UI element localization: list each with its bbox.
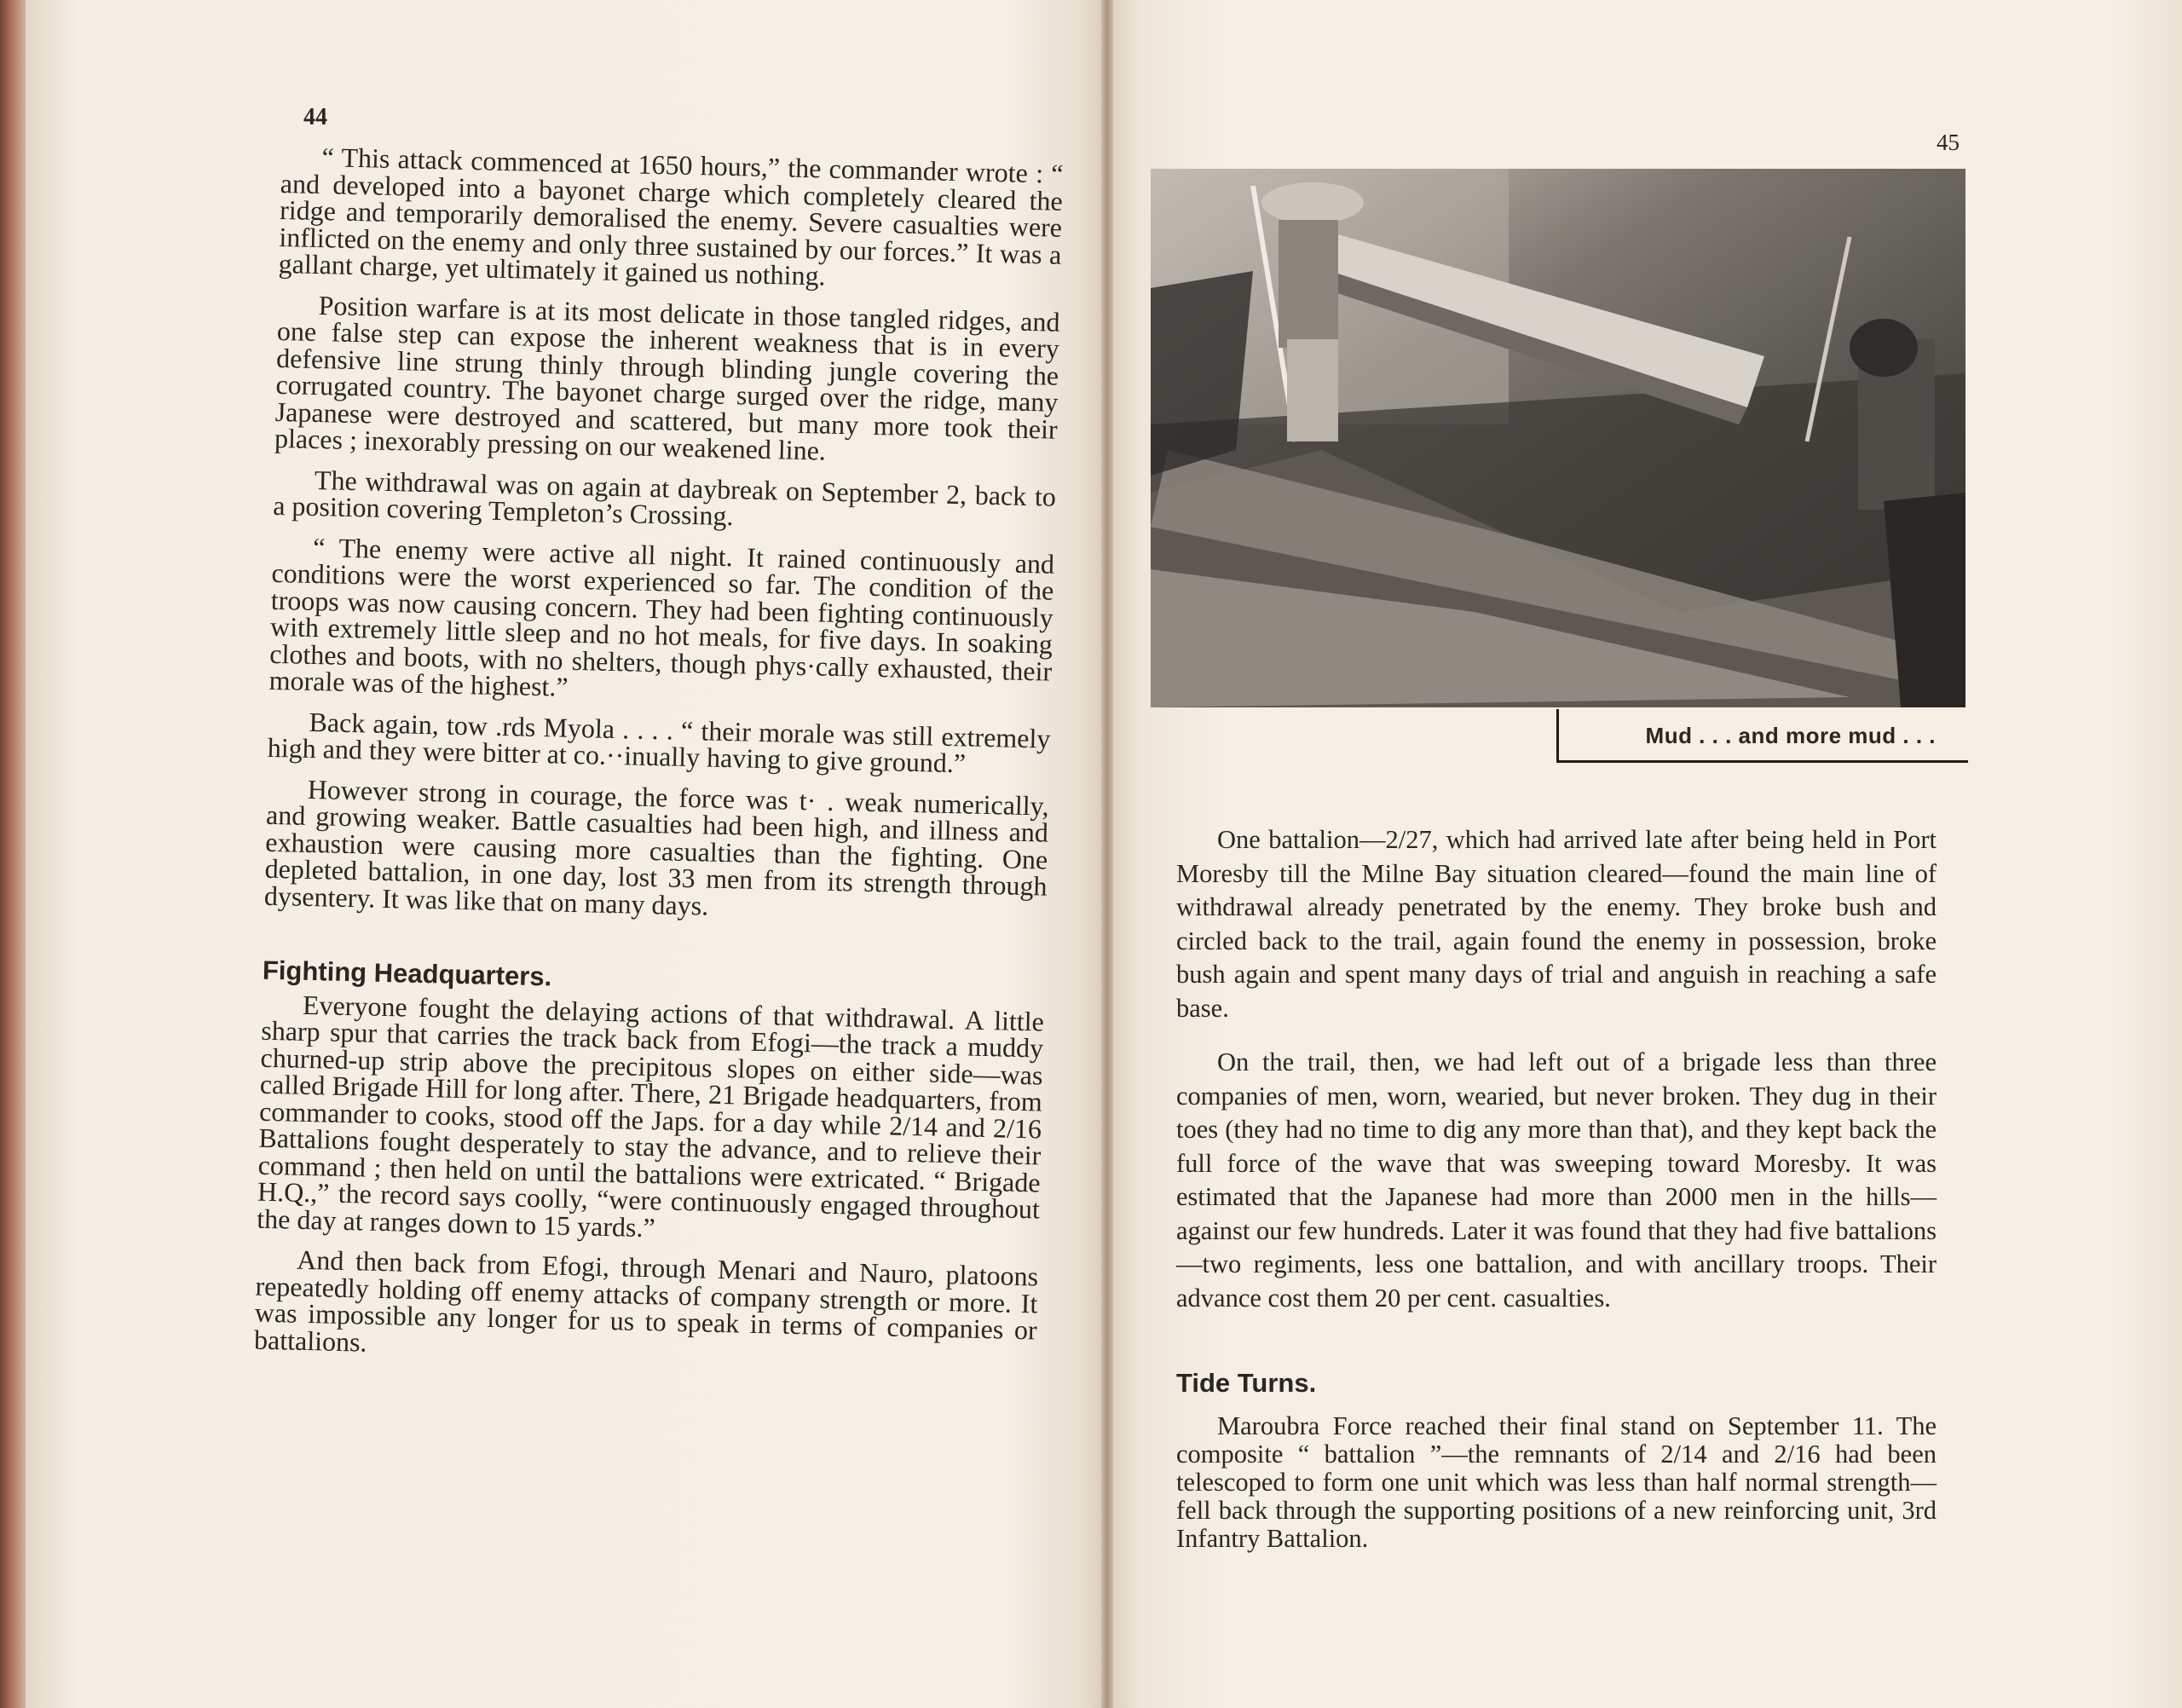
- left-page-number: 44: [303, 104, 327, 130]
- section-heading-tide-turns: Tide Turns.: [1176, 1368, 1317, 1398]
- photo-caption-frame: [1556, 709, 1968, 763]
- right-paragraph-2: On the trail, then, we had left out of a brigade less than three companies of men, worn, wearied, but never broken. They dug in their toes (they had no time to dig any more than that), and they kept back the full force of the wave that was sweeping toward Moresby. It was estimated that the Japanese had more than 2000 men in the hills—against our few hundreds. Later it was found that they had five battalions—two regiments, less one battalion, and with ancillary troops. Their advance cost them 20 per cent. casualties.: [1176, 1047, 1937, 1313]
- right-paragraph-1: One battalion—2/27, which had arrived late after being held in Port Moresby till the Milne Bay situation cleared—found the main line of withdrawal already penetrated by the enemy. They broke bush and circled back to the trail, again found the enemy in possession, broke bush again and spent many days of trial and anguish in reaching a safe base.: [1176, 825, 1937, 1023]
- right-paragraph-3: Maroubra Force reached their final stand on September 11. The composite “ battalion ”—the remnants of 2/14 and 2/16 had been telescoped to form one unit which was less than half normal strength—fell back through the supporting positions of a new reinforcing unit, 3rd Infantry Battalion.: [1176, 1411, 1937, 1553]
- right-page-number: 45: [1937, 130, 1960, 155]
- photo-image: [1151, 169, 1966, 707]
- left-text-column: [253, 143, 1063, 1384]
- left-paragraph-4: “ The enemy were active all night. It rained continuously and conditions were the worst experienced so far. The condition of the troops was now causing concern. They had been fighting continuously with extremely little sleep and no hot meals, for five days. In soaking clothes and boots, with no shelters, though phys·cally exhausted, their morale was of the highest.”: [268, 531, 1055, 702]
- left-paragraph-6: However strong in courage, the force was t· . weak numerically, and growing weaker. Battle casualties had been high, and illness and exhaustion were causing more casualties than the fighting. One depleted battalion, in one day, lost 33 men from its strength through dysentery. It was like that on many days.: [263, 773, 1050, 921]
- mud-photograph: [1151, 169, 1966, 707]
- left-paragraph-8: And then back from Efogi, through Menari and Nauro, platoons repeatedly holding off enemy attacks of company strength or more. It was impossible any longer for us to speak in terms of companies or battalions.: [253, 1243, 1039, 1358]
- left-paragraph-2: Position warfare is at its most delicate in those tangled ridges, and one false step can expose the inherent weakness that is in every defensive line strung thinly through blinding jungle covering the corrugated country. The bayonet charge surged over the ridge, many Japanese were destroyed and scattered, but many more took their places ; inexorably pressing on our weakened line.: [274, 289, 1060, 466]
- left-paragraph-1: “ This attack commenced at 1650 hours,” the commander wrote : “ and developed into a bayonet charge which completely cleared the ridge and temporarily demoralised the enemy. Severe casualties were inflicted on the enemy and only three sustained by our forces.” It was a gallant charge, yet ultimately it gained us nothing.: [278, 141, 1064, 291]
- right-text-column: [1176, 823, 1937, 1573]
- book-edge: [0, 0, 26, 1708]
- photo-caption: Mud . . . and more mud . . .: [1645, 723, 1936, 748]
- left-paragraph-3: The withdrawal was on again at daybreak on September 2, back to a position covering Templeton’s Crossing.: [272, 464, 1057, 532]
- section-heading-fighting-headquarters: Fighting Headquarters.: [262, 955, 552, 992]
- book-gutter: [1101, 0, 1113, 1708]
- left-paragraph-7: Everyone fought the delaying actions of that withdrawal. A little sharp spur that carries the track back from Efogi—the track a muddy churned-up strip above the precipitous slopes on either side—was called Brigade Hill for long after. There, 21 Brigade headquarters, from commander to cooks, stood off the Japs. for a day while 2/14 and 2/16 Battalions fought desperately to stay the advance, and to relieve their command ; then held on until the battalions were extricated. “ Brigade H.Q.,” the record says coolly, “were continuously engaged throughout the day at ranges down to 15 yards.”: [256, 989, 1045, 1243]
- left-paragraph-5: Back again, tow .rds Myola . . . . “ their morale was still extremely high and they were bitter at co.··inually having to give ground.”: [267, 706, 1051, 779]
